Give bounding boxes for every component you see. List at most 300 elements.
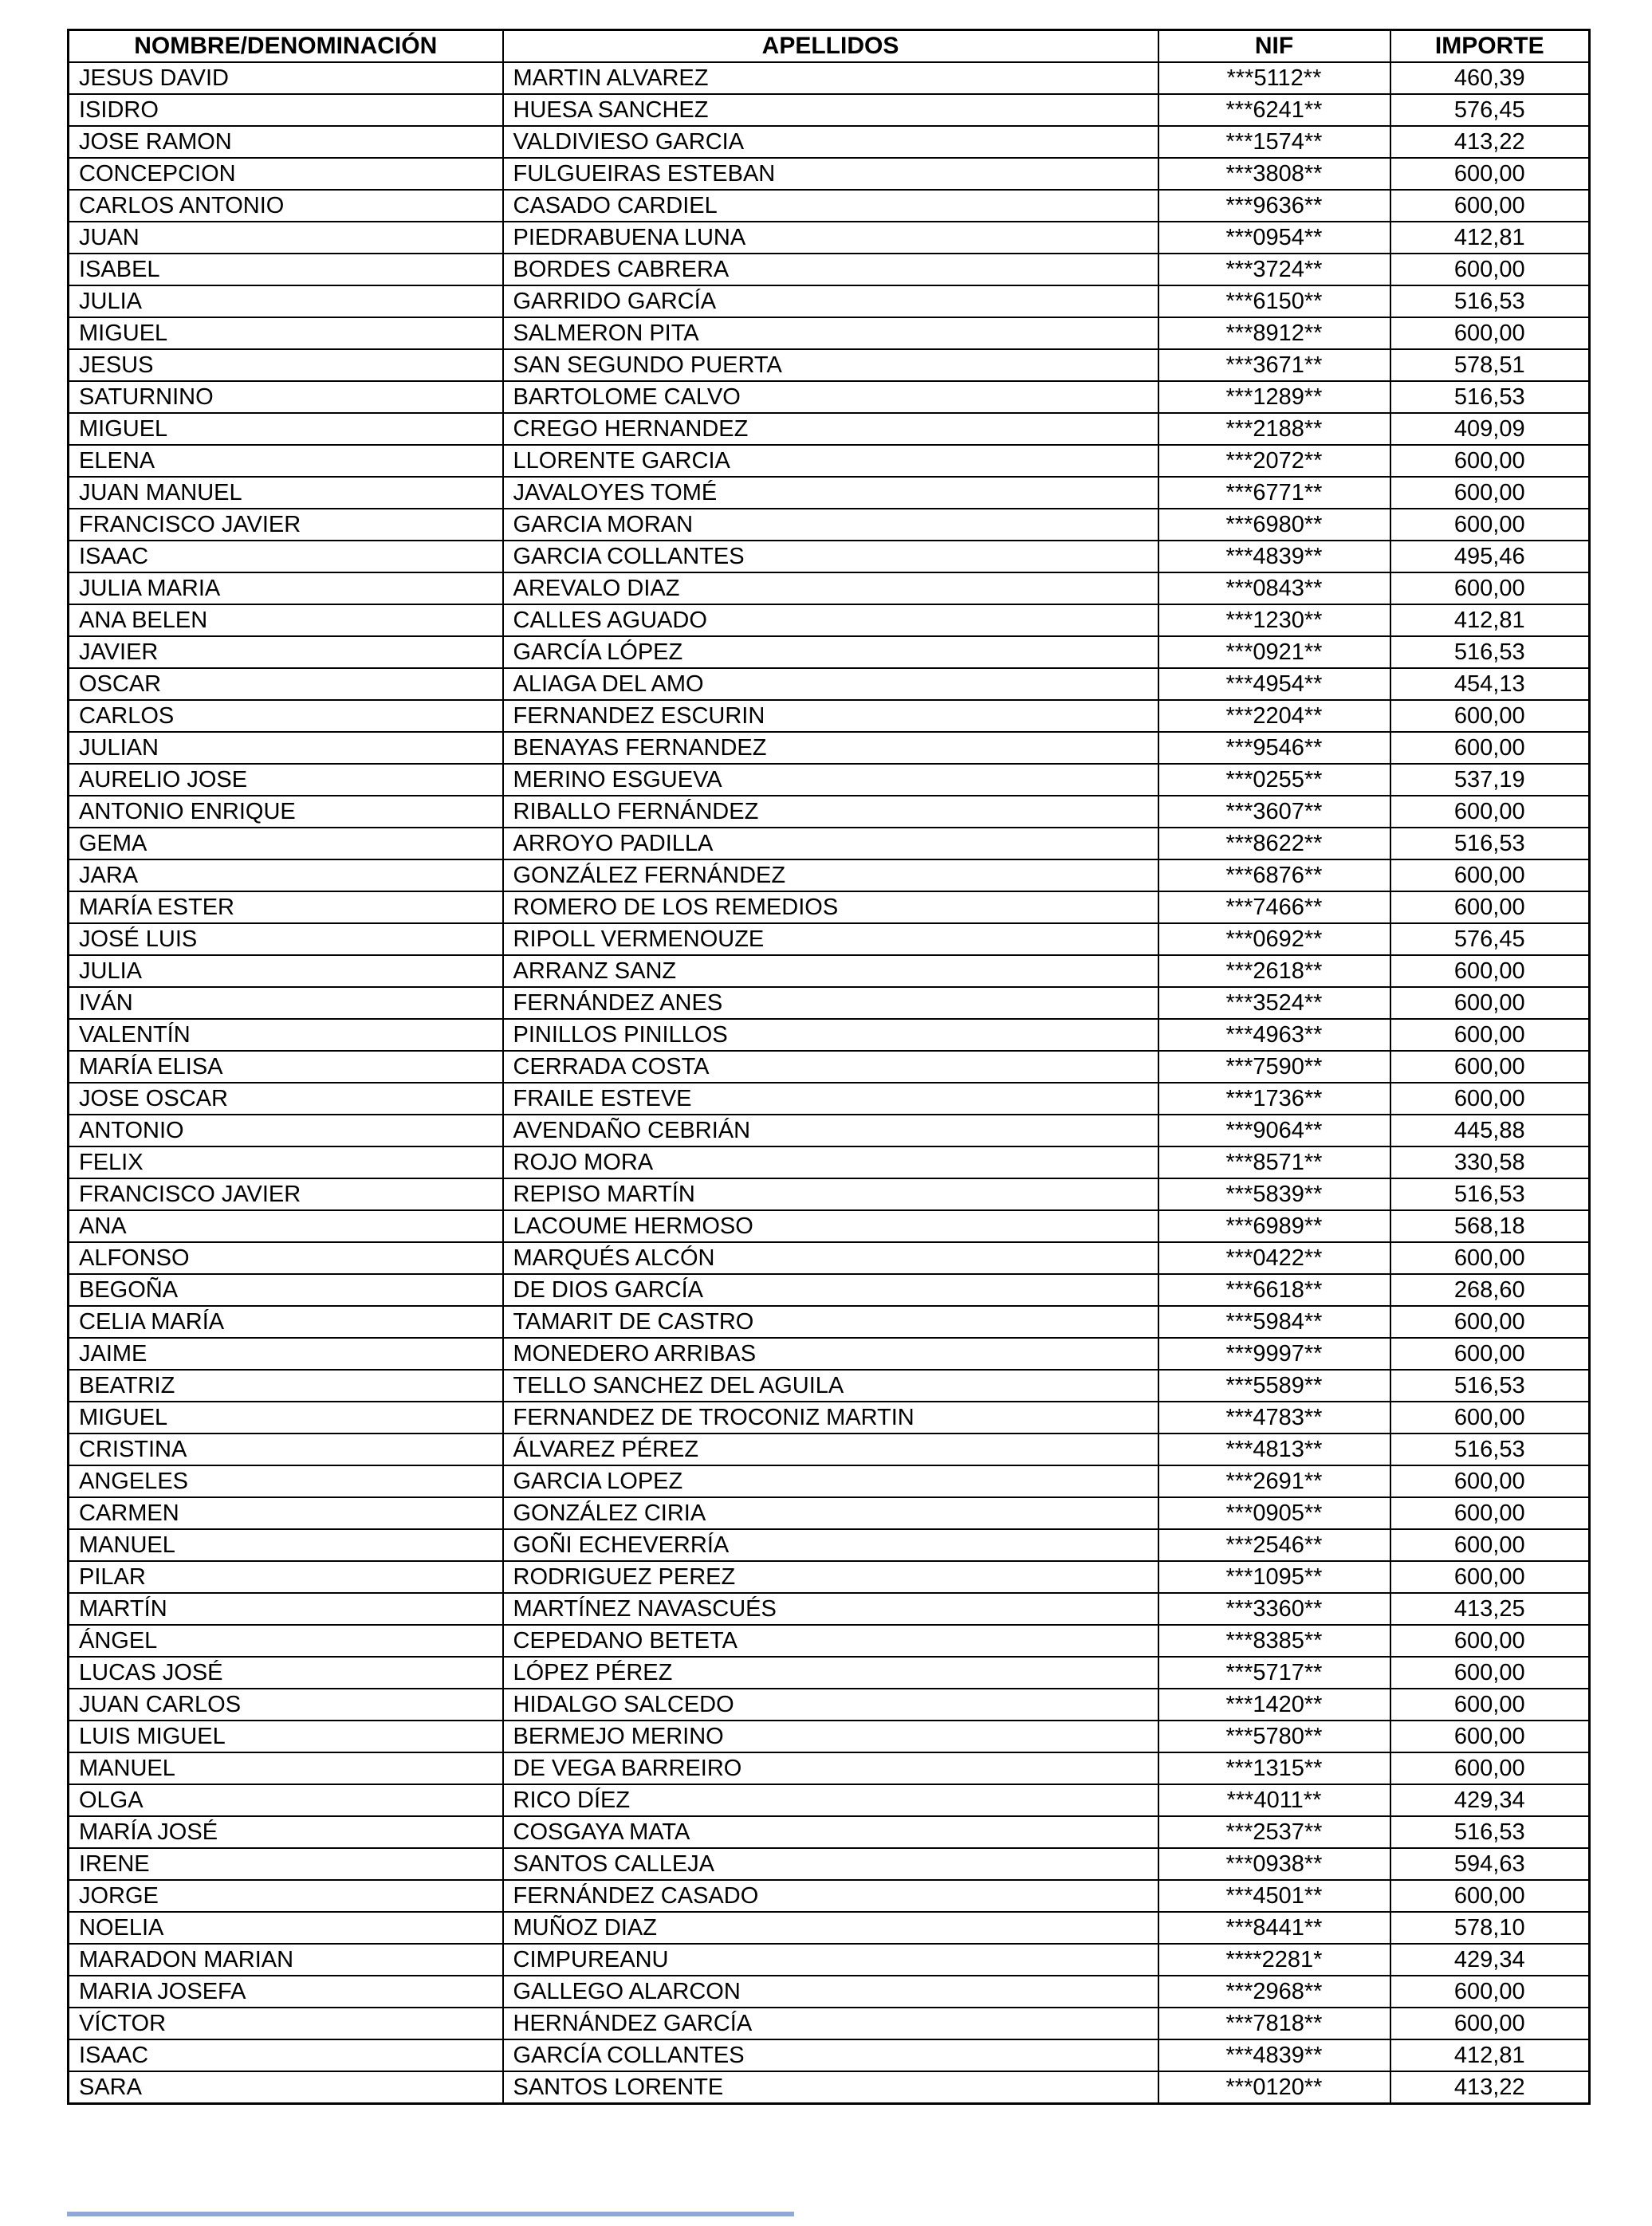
cell-nif: ***5839** [1158, 1178, 1390, 1210]
cell-nombre: ISAAC [69, 2039, 503, 2071]
cell-importe: 600,00 [1390, 1529, 1590, 1561]
cell-importe: 600,00 [1390, 1402, 1590, 1434]
cell-nif: ***1420** [1158, 1689, 1390, 1721]
cell-nif: ***5717** [1158, 1657, 1390, 1689]
table-row [69, 94, 1590, 126]
cell-apellidos: ARRANZ SANZ [503, 955, 1158, 987]
cell-importe: 576,45 [1390, 923, 1590, 955]
cell-apellidos: PINILLOS PINILLOS [503, 1019, 1158, 1051]
cell-importe: 413,22 [1390, 126, 1590, 158]
cell-nombre: JORGE [69, 1880, 503, 1912]
cell-apellidos: MARTIN ALVAREZ [503, 62, 1158, 94]
cell-apellidos: BENAYAS FERNANDEZ [503, 732, 1158, 764]
table-row [69, 254, 1590, 285]
cell-apellidos: SANTOS LORENTE [503, 2071, 1158, 2104]
cell-importe: 600,00 [1390, 1242, 1590, 1274]
cell-apellidos: MUÑOZ DIAZ [503, 1912, 1158, 1944]
cell-importe: 516,53 [1390, 1434, 1590, 1465]
table-row [69, 381, 1590, 413]
cell-importe: 600,00 [1390, 732, 1590, 764]
cell-apellidos: FERNÁNDEZ ANES [503, 987, 1158, 1019]
cell-nif: ***3671** [1158, 349, 1390, 381]
table-row [69, 891, 1590, 923]
cell-nif: ***6876** [1158, 859, 1390, 891]
table-row [69, 1593, 1590, 1625]
cell-importe: 429,34 [1390, 1784, 1590, 1816]
cell-apellidos: GONZÁLEZ FERNÁNDEZ [503, 859, 1158, 891]
cell-nombre: MARADON MARIAN [69, 1944, 503, 1976]
table-row [69, 158, 1590, 190]
cell-nif: ***4963** [1158, 1019, 1390, 1051]
cell-apellidos: MONEDERO ARRIBAS [503, 1338, 1158, 1370]
cell-nombre: MARÍA JOSÉ [69, 1816, 503, 1848]
cell-apellidos: FERNANDEZ DE TROCONIZ MARTIN [503, 1402, 1158, 1434]
table-row [69, 2039, 1590, 2071]
cell-importe: 600,00 [1390, 700, 1590, 732]
cell-apellidos: SAN SEGUNDO PUERTA [503, 349, 1158, 381]
table-row [69, 1083, 1590, 1115]
cell-nombre: ISIDRO [69, 94, 503, 126]
cell-apellidos: CREGO HERNANDEZ [503, 413, 1158, 445]
cell-importe: 600,00 [1390, 1689, 1590, 1721]
cell-nombre: JAVIER [69, 636, 503, 668]
table-row [69, 1242, 1590, 1274]
cell-nif: ***5780** [1158, 1721, 1390, 1752]
cell-nif: ***2204** [1158, 700, 1390, 732]
cell-nif: ***1289** [1158, 381, 1390, 413]
cell-nif: ***3360** [1158, 1593, 1390, 1625]
cell-importe: 413,25 [1390, 1593, 1590, 1625]
table-row [69, 1721, 1590, 1752]
table-row [69, 1146, 1590, 1178]
cell-importe: 516,53 [1390, 1370, 1590, 1402]
table-row [69, 1210, 1590, 1242]
cell-nombre: JOSE RAMON [69, 126, 503, 158]
cell-importe: 600,00 [1390, 445, 1590, 477]
cell-nombre: CARMEN [69, 1497, 503, 1529]
cell-importe: 516,53 [1390, 285, 1590, 317]
table-row [69, 764, 1590, 796]
cell-nombre: ISAAC [69, 541, 503, 572]
cell-apellidos: GARRIDO GARCÍA [503, 285, 1158, 317]
cell-nif: ***2537** [1158, 1816, 1390, 1848]
cell-nombre: PILAR [69, 1561, 503, 1593]
table-row [69, 668, 1590, 700]
cell-nif: ***8441** [1158, 1912, 1390, 1944]
cell-importe: 516,53 [1390, 828, 1590, 859]
cell-nif: ***7466** [1158, 891, 1390, 923]
table-row [69, 1976, 1590, 2008]
cell-nombre: BEGOÑA [69, 1274, 503, 1306]
cell-importe: 445,88 [1390, 1115, 1590, 1146]
cell-nombre: ÁNGEL [69, 1625, 503, 1657]
table-row [69, 572, 1590, 604]
cell-importe: 568,18 [1390, 1210, 1590, 1242]
cell-importe: 600,00 [1390, 1721, 1590, 1752]
cell-nombre: LUCAS JOSÉ [69, 1657, 503, 1689]
table-row [69, 1816, 1590, 1848]
cell-apellidos: MARQUÉS ALCÓN [503, 1242, 1158, 1274]
cell-nombre: AURELIO JOSE [69, 764, 503, 796]
cell-nombre: VÍCTOR [69, 2008, 503, 2039]
cell-apellidos: CASADO CARDIEL [503, 190, 1158, 222]
table-row [69, 1115, 1590, 1146]
cell-nif: ***9064** [1158, 1115, 1390, 1146]
cell-apellidos: ÁLVAREZ PÉREZ [503, 1434, 1158, 1465]
cell-apellidos: FULGUEIRAS ESTEBAN [503, 158, 1158, 190]
cell-apellidos: GARCIA MORAN [503, 509, 1158, 541]
cell-nif: ***5112** [1158, 62, 1390, 94]
cell-importe: 516,53 [1390, 1178, 1590, 1210]
cell-apellidos: AREVALO DIAZ [503, 572, 1158, 604]
cell-nif: ***4839** [1158, 541, 1390, 572]
cell-importe: 600,00 [1390, 254, 1590, 285]
cell-apellidos: MERINO ESGUEVA [503, 764, 1158, 796]
table-row [69, 987, 1590, 1019]
table-row [69, 445, 1590, 477]
table-row [69, 1944, 1590, 1976]
cell-nombre: JUAN MANUEL [69, 477, 503, 509]
cell-importe: 429,34 [1390, 1944, 1590, 1976]
cell-nombre: JOSÉ LUIS [69, 923, 503, 955]
table-row [69, 2071, 1590, 2104]
cell-importe: 268,60 [1390, 1274, 1590, 1306]
cell-nombre: JULIA [69, 285, 503, 317]
cell-importe: 412,81 [1390, 2039, 1590, 2071]
cell-nif: ***9546** [1158, 732, 1390, 764]
table-row [69, 1689, 1590, 1721]
cell-importe: 516,53 [1390, 381, 1590, 413]
table-row [69, 349, 1590, 381]
table-row [69, 541, 1590, 572]
cell-nif: ***0938** [1158, 1848, 1390, 1880]
table-row [69, 2008, 1590, 2039]
table-row [69, 1561, 1590, 1593]
cell-nif: ***4954** [1158, 668, 1390, 700]
cell-nombre: OSCAR [69, 668, 503, 700]
cell-nif: ***2618** [1158, 955, 1390, 987]
table-row [69, 1434, 1590, 1465]
cell-apellidos: BORDES CABRERA [503, 254, 1158, 285]
cell-nif: ***1574** [1158, 126, 1390, 158]
cell-nif: ***6618** [1158, 1274, 1390, 1306]
cell-apellidos: REPISO MARTÍN [503, 1178, 1158, 1210]
table-row [69, 190, 1590, 222]
cell-importe: 600,00 [1390, 477, 1590, 509]
cell-importe: 600,00 [1390, 1752, 1590, 1784]
cell-nombre: JESUS DAVID [69, 62, 503, 94]
cell-importe: 600,00 [1390, 955, 1590, 987]
cell-nif: ***1736** [1158, 1083, 1390, 1115]
cell-nif: ***6241** [1158, 94, 1390, 126]
cell-nif: ***2968** [1158, 1976, 1390, 2008]
table-row [69, 1529, 1590, 1561]
cell-importe: 412,81 [1390, 222, 1590, 254]
table-row [69, 955, 1590, 987]
table-row [69, 700, 1590, 732]
cell-nombre: MANUEL [69, 1752, 503, 1784]
cell-nombre: FRANCISCO JAVIER [69, 509, 503, 541]
cell-apellidos: DE DIOS GARCÍA [503, 1274, 1158, 1306]
cell-apellidos: CERRADA COSTA [503, 1051, 1158, 1083]
table-row [69, 1051, 1590, 1083]
cell-importe: 537,19 [1390, 764, 1590, 796]
cell-apellidos: GARCIA COLLANTES [503, 541, 1158, 572]
cell-nif: ***1315** [1158, 1752, 1390, 1784]
cell-nif: ***0120** [1158, 2071, 1390, 2104]
table-row [69, 604, 1590, 636]
cell-apellidos: GALLEGO ALARCON [503, 1976, 1158, 2008]
column-header-apellidos: APELLIDOS [503, 30, 1158, 63]
cell-nombre: MARÍA ESTER [69, 891, 503, 923]
cell-nombre: MIGUEL [69, 413, 503, 445]
cell-apellidos: SANTOS CALLEJA [503, 1848, 1158, 1880]
cell-nif: ***9997** [1158, 1338, 1390, 1370]
cell-apellidos: AVENDAÑO CEBRIÁN [503, 1115, 1158, 1146]
cell-nombre: FELIX [69, 1146, 503, 1178]
cell-apellidos: GARCÍA LÓPEZ [503, 636, 1158, 668]
cell-importe: 600,00 [1390, 1019, 1590, 1051]
table-row [69, 1752, 1590, 1784]
table-row [69, 1178, 1590, 1210]
table-row [69, 1465, 1590, 1497]
table-row [69, 509, 1590, 541]
cell-apellidos: GOÑI ECHEVERRÍA [503, 1529, 1158, 1561]
cell-nif: ***5984** [1158, 1306, 1390, 1338]
cell-apellidos: HERNÁNDEZ GARCÍA [503, 2008, 1158, 2039]
cell-apellidos: RIPOLL VERMENOUZE [503, 923, 1158, 955]
cell-importe: 578,10 [1390, 1912, 1590, 1944]
cell-nombre: GEMA [69, 828, 503, 859]
cell-importe: 600,00 [1390, 1497, 1590, 1529]
table-row [69, 1657, 1590, 1689]
cell-nombre: ALFONSO [69, 1242, 503, 1274]
cell-apellidos: RICO DÍEZ [503, 1784, 1158, 1816]
cell-nombre: ANA [69, 1210, 503, 1242]
table-row [69, 1338, 1590, 1370]
cell-apellidos: RIBALLO FERNÁNDEZ [503, 796, 1158, 828]
cell-nif: ***4783** [1158, 1402, 1390, 1434]
cell-importe: 413,22 [1390, 2071, 1590, 2104]
cell-importe: 412,81 [1390, 604, 1590, 636]
cell-nombre: OLGA [69, 1784, 503, 1816]
cell-apellidos: ALIAGA DEL AMO [503, 668, 1158, 700]
table-row [69, 1306, 1590, 1338]
footer-line [67, 2212, 794, 2216]
cell-nif: ***0954** [1158, 222, 1390, 254]
cell-apellidos: FERNANDEZ ESCURIN [503, 700, 1158, 732]
cell-importe: 600,00 [1390, 1657, 1590, 1689]
table-body [69, 62, 1590, 2104]
table-row [69, 1880, 1590, 1912]
cell-nombre: JAIME [69, 1338, 503, 1370]
cell-nif: ***8385** [1158, 1625, 1390, 1657]
cell-nombre: FRANCISCO JAVIER [69, 1178, 503, 1210]
column-header-importe: IMPORTE [1390, 30, 1590, 63]
cell-apellidos: CALLES AGUADO [503, 604, 1158, 636]
cell-nombre: JULIA MARIA [69, 572, 503, 604]
cell-nombre: IVÁN [69, 987, 503, 1019]
cell-apellidos: VALDIVIESO GARCIA [503, 126, 1158, 158]
cell-nif: ***4839** [1158, 2039, 1390, 2071]
cell-apellidos: FERNÁNDEZ CASADO [503, 1880, 1158, 1912]
cell-nif: ***0843** [1158, 572, 1390, 604]
cell-nif: ***2188** [1158, 413, 1390, 445]
cell-nombre: JESUS [69, 349, 503, 381]
cell-nombre: CARLOS ANTONIO [69, 190, 503, 222]
cell-importe: 600,00 [1390, 859, 1590, 891]
cell-nif: ***1095** [1158, 1561, 1390, 1593]
cell-apellidos: HUESA SANCHEZ [503, 94, 1158, 126]
table-row [69, 1848, 1590, 1880]
cell-nif: ***7590** [1158, 1051, 1390, 1083]
cell-nif: ***4501** [1158, 1880, 1390, 1912]
cell-apellidos: FRAILE ESTEVE [503, 1083, 1158, 1115]
cell-apellidos: TAMARIT DE CASTRO [503, 1306, 1158, 1338]
cell-importe: 600,00 [1390, 509, 1590, 541]
cell-nombre: JUAN [69, 222, 503, 254]
table-row [69, 796, 1590, 828]
cell-apellidos: HIDALGO SALCEDO [503, 1689, 1158, 1721]
cell-nif: ***2072** [1158, 445, 1390, 477]
cell-apellidos: LÓPEZ PÉREZ [503, 1657, 1158, 1689]
cell-importe: 600,00 [1390, 1083, 1590, 1115]
cell-apellidos: JAVALOYES TOMÉ [503, 477, 1158, 509]
cell-nif: ***4011** [1158, 1784, 1390, 1816]
cell-nombre: MARIA JOSEFA [69, 1976, 503, 2008]
cell-nombre: SATURNINO [69, 381, 503, 413]
cell-nif: ***5589** [1158, 1370, 1390, 1402]
cell-nif: ***1230** [1158, 604, 1390, 636]
cell-importe: 600,00 [1390, 1561, 1590, 1593]
cell-apellidos: TELLO SANCHEZ DEL AGUILA [503, 1370, 1158, 1402]
cell-importe: 600,00 [1390, 1306, 1590, 1338]
cell-nif: ***6989** [1158, 1210, 1390, 1242]
cell-importe: 600,00 [1390, 1880, 1590, 1912]
table-row [69, 222, 1590, 254]
cell-nif: ***0422** [1158, 1242, 1390, 1274]
table-row [69, 413, 1590, 445]
cell-nombre: MANUEL [69, 1529, 503, 1561]
cell-nombre: VALENTÍN [69, 1019, 503, 1051]
cell-nif: ***7818** [1158, 2008, 1390, 2039]
table-row [69, 1370, 1590, 1402]
cell-nif: ****2281* [1158, 1944, 1390, 1976]
cell-apellidos: GARCÍA COLLANTES [503, 2039, 1158, 2071]
cell-nif: ***2546** [1158, 1529, 1390, 1561]
cell-apellidos: DE VEGA BARREIRO [503, 1752, 1158, 1784]
cell-importe: 594,63 [1390, 1848, 1590, 1880]
table-row [69, 636, 1590, 668]
cell-apellidos: ROMERO DE LOS REMEDIOS [503, 891, 1158, 923]
table-row [69, 1497, 1590, 1529]
table-row [69, 828, 1590, 859]
cell-apellidos: MARTÍNEZ NAVASCUÉS [503, 1593, 1158, 1625]
cell-nombre: CONCEPCION [69, 158, 503, 190]
cell-nombre: MIGUEL [69, 1402, 503, 1434]
cell-nombre: LUIS MIGUEL [69, 1721, 503, 1752]
table-row [69, 126, 1590, 158]
cell-apellidos: BERMEJO MERINO [503, 1721, 1158, 1752]
table-row [69, 477, 1590, 509]
table-header-row [69, 30, 1590, 63]
cell-nif: ***9636** [1158, 190, 1390, 222]
table-header [69, 30, 1590, 63]
cell-nif: ***2691** [1158, 1465, 1390, 1497]
table-row [69, 317, 1590, 349]
cell-importe: 600,00 [1390, 190, 1590, 222]
cell-nombre: IRENE [69, 1848, 503, 1880]
cell-nif: ***8912** [1158, 317, 1390, 349]
table-row [69, 1625, 1590, 1657]
cell-nombre: JULIAN [69, 732, 503, 764]
cell-nif: ***0255** [1158, 764, 1390, 796]
cell-nombre: BEATRIZ [69, 1370, 503, 1402]
cell-importe: 516,53 [1390, 636, 1590, 668]
cell-nif: ***3607** [1158, 796, 1390, 828]
cell-apellidos: GARCIA LOPEZ [503, 1465, 1158, 1497]
table-row [69, 732, 1590, 764]
cell-nif: ***6980** [1158, 509, 1390, 541]
cell-nombre: JUAN CARLOS [69, 1689, 503, 1721]
cell-nif: ***6771** [1158, 477, 1390, 509]
cell-apellidos: GONZÁLEZ CIRIA [503, 1497, 1158, 1529]
cell-nif: ***0692** [1158, 923, 1390, 955]
table-row [69, 923, 1590, 955]
cell-apellidos: RODRIGUEZ PEREZ [503, 1561, 1158, 1593]
cell-nombre: MIGUEL [69, 317, 503, 349]
cell-nif: ***3524** [1158, 987, 1390, 1019]
cell-apellidos: SALMERON PITA [503, 317, 1158, 349]
cell-importe: 516,53 [1390, 1816, 1590, 1848]
cell-nombre: CARLOS [69, 700, 503, 732]
cell-importe: 600,00 [1390, 1051, 1590, 1083]
cell-importe: 330,58 [1390, 1146, 1590, 1178]
cell-nombre: MARTÍN [69, 1593, 503, 1625]
table-row [69, 1912, 1590, 1944]
cell-nombre: CELIA MARÍA [69, 1306, 503, 1338]
cell-apellidos: LLORENTE GARCIA [503, 445, 1158, 477]
table-row [69, 62, 1590, 94]
cell-nombre: ANTONIO ENRIQUE [69, 796, 503, 828]
cell-importe: 460,39 [1390, 62, 1590, 94]
cell-nif: ***3808** [1158, 158, 1390, 190]
cell-importe: 600,00 [1390, 158, 1590, 190]
cell-apellidos: COSGAYA MATA [503, 1816, 1158, 1848]
cell-apellidos: CEPEDANO BETETA [503, 1625, 1158, 1657]
cell-apellidos: PIEDRABUENA LUNA [503, 222, 1158, 254]
cell-apellidos: ROJO MORA [503, 1146, 1158, 1178]
column-header-nombre: NOMBRE/DENOMINACIÓN [69, 30, 503, 63]
cell-apellidos: BARTOLOME CALVO [503, 381, 1158, 413]
cell-nombre: ELENA [69, 445, 503, 477]
cell-importe: 600,00 [1390, 1625, 1590, 1657]
table-row [69, 1019, 1590, 1051]
cell-importe: 600,00 [1390, 2008, 1590, 2039]
cell-nombre: ISABEL [69, 254, 503, 285]
cell-importe: 600,00 [1390, 1976, 1590, 2008]
table-row [69, 1274, 1590, 1306]
table-row [69, 1784, 1590, 1816]
cell-apellidos: LACOUME HERMOSO [503, 1210, 1158, 1242]
cell-nombre: CRISTINA [69, 1434, 503, 1465]
cell-importe: 576,45 [1390, 94, 1590, 126]
cell-nombre: JARA [69, 859, 503, 891]
cell-importe: 600,00 [1390, 317, 1590, 349]
cell-apellidos: CIMPUREANU [503, 1944, 1158, 1976]
cell-nif: ***4813** [1158, 1434, 1390, 1465]
beneficiaries-table [67, 29, 1591, 2105]
